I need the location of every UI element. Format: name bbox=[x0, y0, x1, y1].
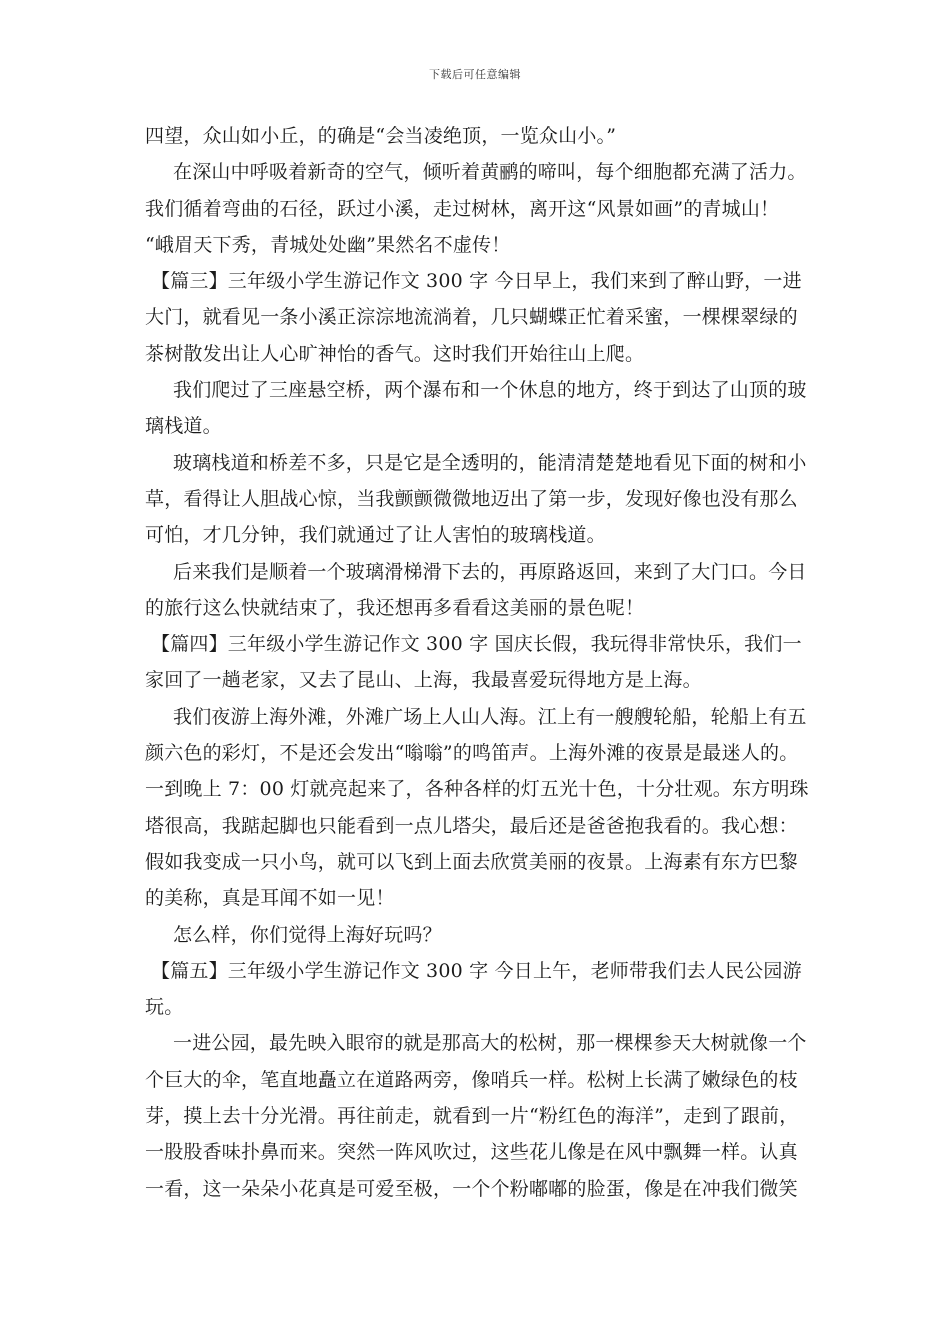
text-line: 四望，众山如小丘，的确是“会当凌绝顶，一览众山小。” bbox=[145, 125, 617, 147]
text-line: 茶树散发出让人心旷神怡的香气。这时我们开始往山上爬。 bbox=[145, 342, 645, 365]
text-line: 一进公园，最先映入眼帘的就是那高大的松树，那一棵棵参天大树就像一个 bbox=[173, 1032, 807, 1055]
text-line: 后来我们是顺着一个玻璃滑梯滑下去的，再原路返回，来到了大门口。今日 bbox=[173, 560, 807, 583]
text-line: 假如我变成一只小鸟，就可以飞到上面去欣赏美丽的夜景。上海素有东方巴黎 bbox=[145, 850, 798, 873]
text-line: 在深山中呼吸着新奇的空气，倾听着黄鹂的啼叫，每个细胞都充满了活力。 bbox=[173, 161, 807, 184]
text-line: 个巨大的伞，笔直地矗立在道路两旁，像哨兵一样。松树上长满了嫩绿色的枝 bbox=[145, 1068, 798, 1091]
text-line: 大门，就看见一条小溪正淙淙地流淌着，几只蝴蝶正忙着采蜜，一棵棵翠绿的 bbox=[145, 306, 798, 329]
section-heading-line: 【篇三】三年级小学生游记作文 300 字 今日早上，我们来到了醉山野，一进 bbox=[151, 270, 802, 293]
text-line: “峨眉天下秀，青城处处幽”果然名不虚传！ bbox=[145, 233, 511, 256]
text-line: 一看，这一朵朵小花真是可爱至极，一个个粉嘟嘟的脸蛋，像是在冲我们微笑 bbox=[145, 1177, 798, 1200]
text-line: 一到晚上 7：00 灯就亮起来了，各种各样的灯五光十色，十分壮观。东方明珠 bbox=[145, 778, 809, 801]
text-line: 颜六色的彩灯，不是还会发出“嗡嗡”的鸣笛声。上海外滩的夜景是最迷人的。 bbox=[145, 742, 799, 765]
page-header: 下载后可任意编辑 bbox=[429, 68, 521, 81]
text-line: 我们夜游上海外滩，外滩广场上人山人海。江上有一艘艘轮船，轮船上有五 bbox=[173, 705, 807, 728]
document-body bbox=[145, 118, 810, 1207]
text-line: 的旅行这么快就结束了，我还想再多看看这美丽的景色呢！ bbox=[145, 596, 645, 619]
text-line: 的美称，真是耳闻不如一见！ bbox=[145, 887, 395, 910]
text-line: 我们爬过了三座悬空桥，两个瀑布和一个休息的地方，终于到达了山顶的玻 bbox=[173, 379, 807, 402]
text-line: 璃栈道。 bbox=[145, 415, 222, 438]
text-line: 可怕，才几分钟，我们就通过了让人害怕的玻璃栈道。 bbox=[145, 524, 606, 547]
text-line: 塔很高，我踮起脚也只能看到一点儿塔尖，最后还是爸爸抱我看的。我心想： bbox=[145, 814, 798, 837]
section-heading-line: 【篇五】三年级小学生游记作文 300 字 今日上午，老师带我们去人民公园游 bbox=[151, 959, 802, 982]
text-line: 一股股香味扑鼻而来。突然一阵风吹过，这些花儿像是在风中飘舞一样。认真 bbox=[145, 1141, 798, 1164]
text-line: 草，看得让人胆战心惊，当我颤颤微微地迈出了第一步，发现好像也没有那么 bbox=[145, 487, 798, 510]
text-line: 玩。 bbox=[145, 996, 184, 1019]
section-heading-line: 【篇四】三年级小学生游记作文 300 字 国庆长假，我玩得非常快乐，我们一 bbox=[151, 633, 802, 656]
text-line: 我们循着弯曲的石径，跃过小溪，走过树林，离开这“风景如画”的青城山！ bbox=[145, 197, 780, 220]
text-line: 芽，摸上去十分光滑。再往前走，就看到一片“粉红色的海洋”，走到了跟前， bbox=[145, 1105, 799, 1128]
text-line: 怎么样，你们觉得上海好玩吗？ bbox=[173, 923, 442, 946]
text-line: 玻璃栈道和桥差不多，只是它是全透明的，能清清楚楚地看见下面的树和小 bbox=[173, 451, 807, 474]
text-line: 家回了一趟老家，又去了昆山、上海，我最喜爱玩得地方是上海。 bbox=[145, 669, 702, 692]
